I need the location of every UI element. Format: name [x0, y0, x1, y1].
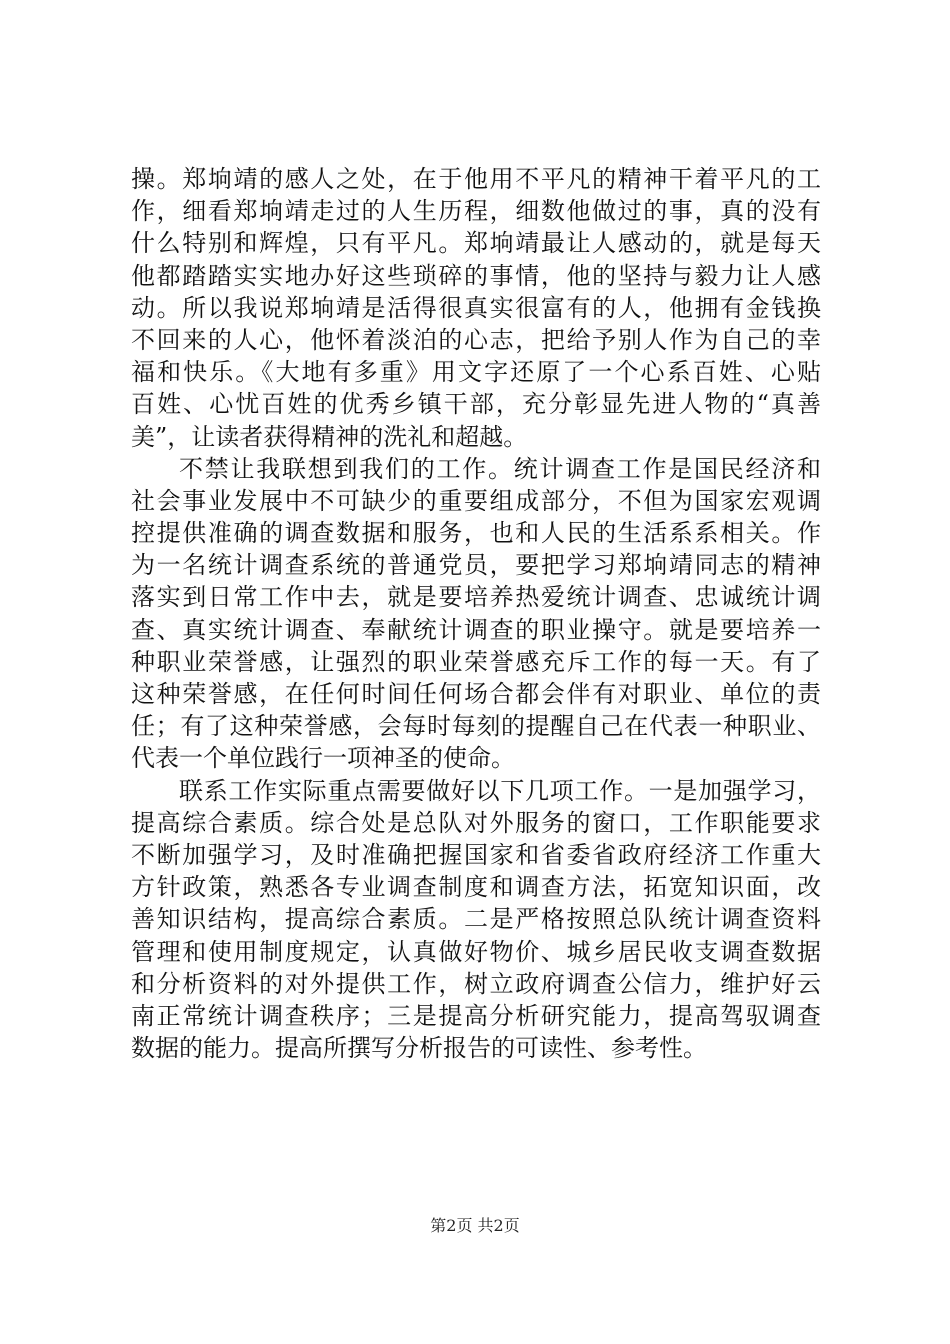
text-line: 善知识结构，提高综合素质。二是严格按照总队统计调查资料 — [131, 905, 821, 934]
text-line: 这种荣誉感，在任何时间任何场合都会伴有对职业、单位的责 — [131, 680, 821, 708]
text-line: 联系工作实际重点需要做好以下几项工作。一是加强学习， — [179, 776, 821, 805]
body-text — [131, 163, 821, 1064]
text-line: 不禁让我联想到我们的工作。统计调查工作是国民经济和 — [179, 454, 821, 483]
text-line: 美”，让读者获得精神的洗礼和超越。 — [131, 422, 528, 451]
text-line: 管理和使用制度规定，认真做好物价、城乡居民收支调查数据 — [131, 937, 821, 966]
paragraph — [131, 775, 821, 1065]
text-line: 数据的能力。提高所撰写分析报告的可读性、参考性。 — [131, 1034, 707, 1063]
text-line: 为一名统计调查系统的普通党员，要把学习郑垧靖同志的精神 — [131, 551, 821, 580]
text-line: 南正常统计调查秩序；三是提高分析研究能力，提高驾驭调查 — [131, 1001, 821, 1030]
text-line: 方针政策，熟悉各专业调查制度和调查方法，拓宽知识面，改 — [131, 873, 821, 902]
text-line: 控提供准确的调查数据和服务，也和人民的生活系系相关。作 — [131, 519, 821, 548]
text-line: 作，细看郑垧靖走过的人生历程，细数他做过的事，真的没有 — [131, 197, 821, 226]
text-line: 百姓、心忧百姓的优秀乡镇干部，充分彰显先进人物的“真善 — [131, 390, 821, 419]
text-line: 福和快乐。《大地有多重》用文字还原了一个心系百姓、心贴 — [131, 358, 821, 387]
text-line: 和分析资料的对外提供工作，树立政府调查公信力，维护好云 — [131, 969, 821, 998]
text-line: 种职业荣誉感，让强烈的职业荣誉感充斥工作的每一天。有了 — [131, 647, 821, 676]
text-line: 操。郑垧靖的感人之处，在于他用不平凡的精神干着平凡的工 — [131, 165, 821, 193]
page-footer: 第2页 共2页 — [430, 1216, 520, 1235]
text-line: 什么特别和辉煌，只有平凡。郑垧靖最让人感动的，就是每天 — [131, 229, 821, 258]
text-line: 查、真实统计调查、奉献统计调查的职业操守。就是要培养一 — [131, 615, 821, 644]
text-line: 他都踏踏实实地办好这些琐碎的事情，他的坚持与毅力让人感 — [131, 261, 821, 290]
text-line: 社会事业发展中不可缺少的重要组成部分，不但为国家宏观调 — [131, 486, 821, 515]
paragraph — [131, 453, 821, 775]
paragraph — [131, 163, 821, 453]
text-line: 不断加强学习，及时准确把握国家和省委省政府经济工作重大 — [131, 840, 821, 869]
text-line: 任；有了这种荣誉感，会每时每刻的提醒自己在代表一种职业、 — [131, 712, 821, 741]
text-line: 不回来的人心，他怀着淡泊的心志，把给予别人作为自己的幸 — [131, 325, 821, 354]
text-line: 落实到日常工作中去，就是要培养热爱统计调查、忠诚统计调 — [131, 583, 821, 612]
text-line: 提高综合素质。综合处是总队对外服务的窗口，工作职能要求 — [131, 808, 821, 837]
text-line: 代表一个单位践行一项神圣的使命。 — [131, 744, 515, 773]
text-line: 动。所以我说郑垧靖是活得很真实很富有的人，他拥有金钱换 — [131, 293, 821, 322]
